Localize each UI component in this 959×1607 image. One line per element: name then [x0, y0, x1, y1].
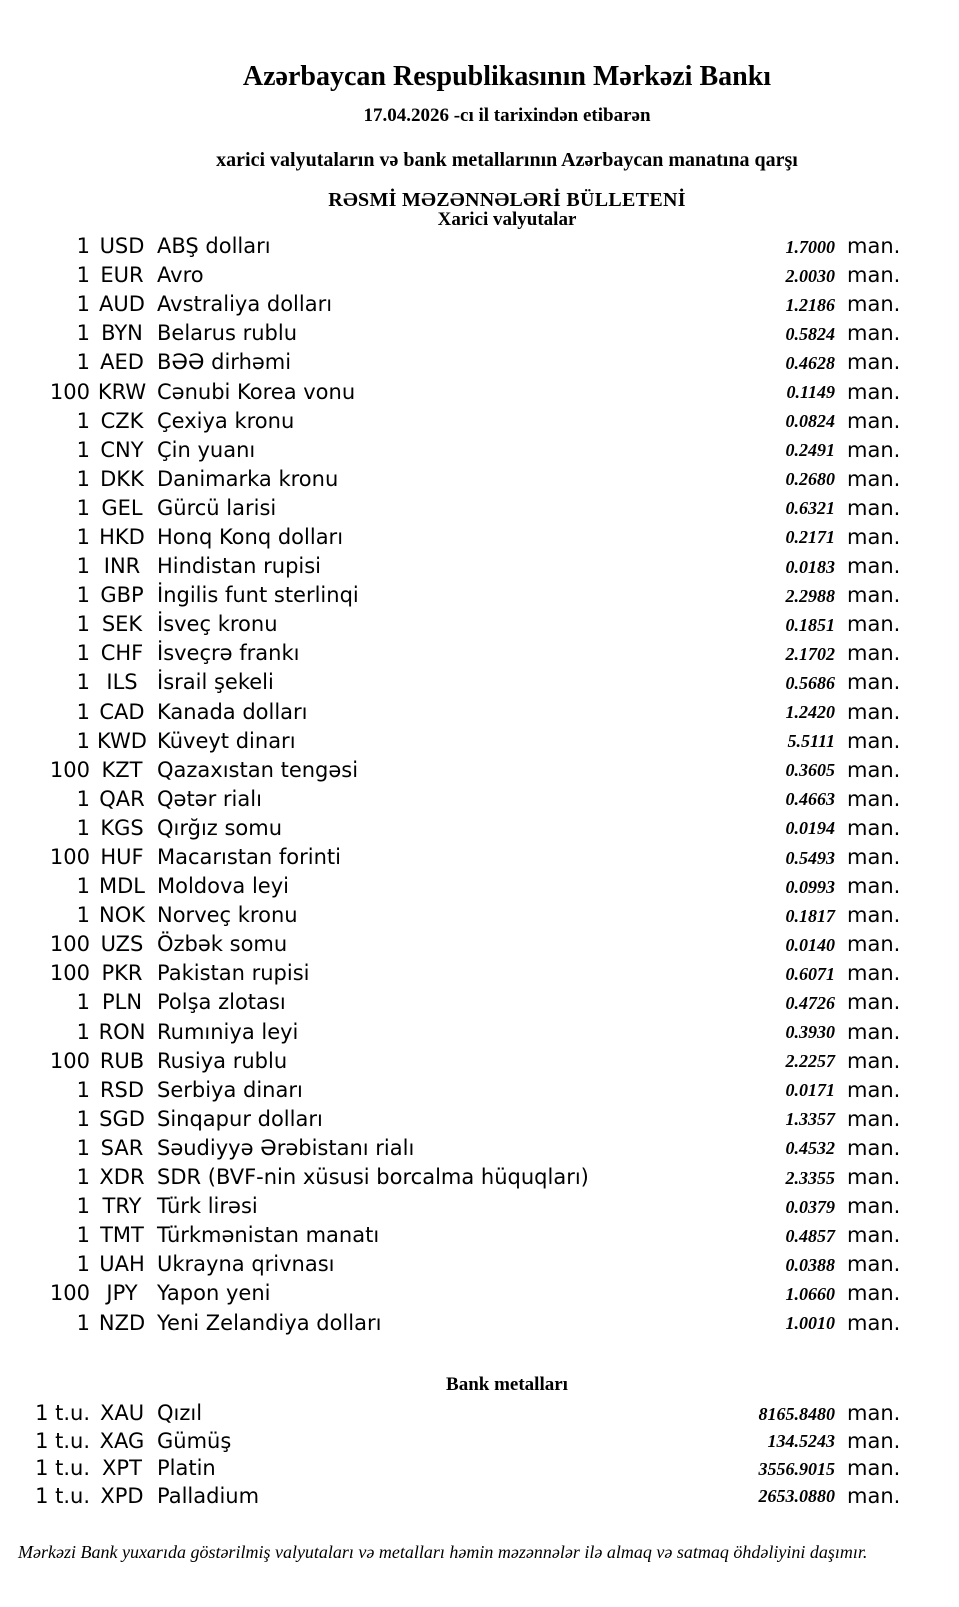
unit-label: man. [847, 466, 901, 491]
currency-code: PLN [101, 990, 143, 1015]
currency-name: Türk lirəsi [157, 1194, 258, 1219]
currency-row [0, 1105, 959, 1134]
currency-code: SAR [100, 1135, 144, 1160]
currency-code: INR [103, 554, 141, 579]
currency-code: KRW [97, 379, 147, 404]
currency-name: Sinqapur dolları [157, 1106, 323, 1131]
currency-code: CZK [100, 408, 144, 433]
rate-value: 0.5493 [785, 847, 835, 868]
quantity-value: 100 [49, 757, 90, 782]
currency-row [0, 756, 959, 785]
currency-row [0, 814, 959, 843]
currency-row [0, 319, 959, 348]
unit-label: man. [847, 1223, 901, 1248]
currency-name: Serbiya dinarı [157, 1077, 303, 1102]
quantity-value: 1 [76, 408, 90, 433]
currency-row [0, 1279, 959, 1308]
currency-name: Qırğız somu [157, 815, 283, 840]
unit-label: man. [847, 990, 901, 1015]
quantity-value: 1 [76, 1252, 90, 1277]
rate-value: 0.3605 [785, 760, 835, 781]
unit-label: man. [847, 321, 901, 346]
currency-name: Hindistan rupisi [157, 554, 322, 579]
currency-code: EUR [100, 263, 144, 288]
metal-row [0, 1455, 959, 1483]
bulletin-subtitle: xarici valyutaların və bank metallarının Azərbaycan manatına qarşı [216, 149, 798, 171]
rate-value: 8165.8480 [758, 1403, 835, 1424]
currency-name: Qətər rialı [157, 786, 262, 811]
currency-code: XPD [100, 1483, 144, 1508]
unit-label: man. [847, 1019, 901, 1044]
currency-name: İngilis funt sterlinqi [157, 583, 359, 608]
currency-code: NZD [98, 1310, 146, 1335]
currency-code: QAR [99, 786, 145, 811]
quantity-value: 100 [49, 1048, 90, 1073]
currency-row [0, 1163, 959, 1192]
currency-name: ABŞ dolları [157, 234, 271, 259]
quantity-value: 1 [76, 815, 90, 840]
rate-value: 0.2491 [785, 440, 835, 461]
unit-label: man. [847, 932, 901, 957]
currency-code: CHF [100, 641, 144, 666]
quantity-value: 1 [76, 874, 90, 899]
currency-name: Honq Konq dolları [157, 524, 344, 549]
unit-label: man. [847, 1310, 901, 1335]
currency-name: Macarıstan forinti [157, 845, 341, 870]
disclaimer-note: Mərkəzi Bank yuxarıda göstərilmiş valyutaları və metalları həmin məzənnələr ilə almaq və satmaq öhdəliyini daşımır. [18, 1542, 868, 1562]
quantity-value: 1 t.u. [35, 1456, 90, 1481]
rate-value: 0.3930 [785, 1022, 835, 1043]
quantity-value: 100 [49, 379, 90, 404]
quantity-value: 1 [76, 1194, 90, 1219]
rate-value: 1.0010 [785, 1313, 835, 1334]
currency-row [0, 1047, 959, 1076]
currency-row [0, 407, 959, 436]
unit-label: man. [847, 1048, 901, 1073]
currency-name: Avro [157, 263, 204, 288]
effective-date-line: 17.04.2026 -cı il tarixindən etibarən [363, 105, 651, 126]
quantity-value: 1 [76, 321, 90, 346]
currency-code: KZT [101, 757, 143, 782]
currency-name: Ukrayna qrivnası [157, 1252, 335, 1277]
currency-code: PKR [101, 961, 143, 986]
bulletin-title: RƏSMİ MƏZƏNNƏLƏRİ BÜLLETENİ [328, 189, 686, 211]
unit-label: man. [847, 1456, 901, 1481]
rate-value: 2.2988 [785, 585, 835, 606]
unit-label: man. [847, 1252, 901, 1277]
quantity-value: 100 [49, 845, 90, 870]
rate-value: 0.6321 [785, 498, 835, 519]
quantity-value: 1 [76, 612, 90, 637]
currency-code: HKD [99, 524, 145, 549]
quantity-value: 100 [49, 961, 90, 986]
currency-row [0, 1250, 959, 1279]
currency-code: UAH [99, 1252, 145, 1277]
quantity-value: 100 [49, 932, 90, 957]
unit-label: man. [847, 961, 901, 986]
currency-code: SGD [99, 1106, 145, 1131]
currency-name: İsveçrə frankı [157, 641, 300, 666]
currency-name: Cənubi Korea vonu [157, 379, 356, 404]
currency-name: Qızıl [157, 1401, 203, 1426]
currency-row [0, 727, 959, 756]
currency-row [0, 1018, 959, 1047]
currency-code: TRY [102, 1194, 142, 1219]
rate-value: 1.3357 [785, 1109, 835, 1130]
currency-name: Qazaxıstan tengəsi [157, 757, 359, 782]
currency-row [0, 232, 959, 261]
currency-row [0, 988, 959, 1017]
rate-value: 0.5824 [785, 323, 835, 344]
rate-value: 0.1851 [785, 614, 835, 635]
currency-row [0, 1134, 959, 1163]
currency-code: DKK [100, 466, 144, 491]
currency-name: BƏƏ dirhəmi [157, 350, 292, 375]
currency-row [0, 1076, 959, 1105]
rate-value: 0.1149 [786, 382, 835, 403]
currency-row [0, 581, 959, 610]
quantity-value: 1 [76, 466, 90, 491]
quantity-value: 1 [76, 1310, 90, 1335]
rate-value: 1.2420 [785, 702, 835, 723]
rate-value: 2.1702 [785, 643, 835, 664]
rate-value: 0.4532 [785, 1138, 835, 1159]
quantity-value: 1 [76, 641, 90, 666]
currency-code: GEL [101, 495, 143, 520]
currency-row [0, 523, 959, 552]
rate-value: 0.5686 [785, 672, 835, 693]
currencies-section-heading: Xarici valyutalar [437, 209, 577, 230]
quantity-value: 1 [76, 495, 90, 520]
rate-value: 0.0388 [785, 1254, 835, 1275]
currency-row [0, 698, 959, 727]
rate-value: 0.4663 [785, 789, 835, 810]
currency-code: AUD [99, 292, 145, 317]
unit-label: man. [847, 612, 901, 637]
quantity-value: 1 [76, 1077, 90, 1102]
quantity-value: 1 [76, 990, 90, 1015]
unit-label: man. [847, 379, 901, 404]
rate-value: 0.2171 [785, 527, 835, 548]
currency-code: XAU [99, 1401, 145, 1426]
currency-name: Çin yuanı [157, 437, 256, 462]
currency-code: HUF [100, 845, 144, 870]
currency-name: Polşa zlotası [157, 990, 286, 1015]
quantity-value: 1 [76, 903, 90, 928]
unit-label: man. [847, 524, 901, 549]
unit-label: man. [847, 874, 901, 899]
metal-row [0, 1483, 959, 1511]
currency-name: Gümüş [157, 1428, 232, 1453]
rate-value: 0.4857 [785, 1225, 835, 1246]
quantity-value: 1 [76, 1106, 90, 1131]
currencies-rate-table [0, 232, 959, 1338]
currency-name: Palladium [157, 1483, 260, 1508]
currency-name: Yapon yeni [157, 1281, 271, 1306]
currency-row [0, 348, 959, 377]
quantity-value: 100 [49, 1281, 90, 1306]
quantity-value: 1 t.u. [35, 1483, 90, 1508]
unit-label: man. [847, 903, 901, 928]
quantity-value: 1 [76, 699, 90, 724]
metal-row [0, 1428, 959, 1456]
currency-name: Belarus rublu [157, 321, 298, 346]
unit-label: man. [847, 1401, 901, 1426]
currency-name: Türkmənistan manatı [157, 1223, 380, 1248]
rate-value: 2.3355 [785, 1167, 835, 1188]
currency-code: TMT [100, 1223, 144, 1248]
unit-label: man. [847, 1135, 901, 1160]
currency-code: NOK [98, 903, 145, 928]
currency-row [0, 872, 959, 901]
rate-value: 0.0824 [785, 411, 835, 432]
currency-row [0, 1192, 959, 1221]
currency-name: Rusiya rublu [157, 1048, 288, 1073]
quantity-value: 1 [76, 1165, 90, 1190]
unit-label: man. [847, 728, 901, 753]
unit-label: man. [847, 815, 901, 840]
rate-value: 1.7000 [785, 236, 835, 257]
currency-code: CNY [100, 437, 144, 462]
quantity-value: 1 t.u. [35, 1428, 90, 1453]
currency-row [0, 843, 959, 872]
currency-code: XAG [99, 1428, 145, 1453]
currency-row [0, 261, 959, 290]
currency-name: Kanada dolları [157, 699, 308, 724]
currency-name: Avstraliya dolları [157, 292, 333, 317]
rate-value: 0.0183 [785, 556, 835, 577]
quantity-value: 1 [76, 1223, 90, 1248]
rate-value: 0.4726 [785, 992, 835, 1013]
quantity-value: 1 [76, 1019, 90, 1044]
currency-row [0, 290, 959, 319]
rate-value: 0.0993 [785, 876, 835, 897]
unit-label: man. [847, 1194, 901, 1219]
quantity-value: 1 [76, 292, 90, 317]
currency-code: KGS [100, 815, 144, 840]
quantity-value: 1 [76, 583, 90, 608]
metals-section-heading: Bank metalları [446, 1374, 568, 1395]
quantity-value: 1 [76, 786, 90, 811]
rate-value: 2.2257 [785, 1051, 835, 1072]
currency-row [0, 959, 959, 988]
currency-row [0, 668, 959, 697]
currency-row [0, 1221, 959, 1250]
quantity-value: 1 [76, 437, 90, 462]
currency-name: Platin [157, 1456, 216, 1481]
currency-code: USD [99, 234, 145, 259]
currency-code: RSD [99, 1077, 145, 1102]
unit-label: man. [847, 437, 901, 462]
rate-value: 0.0194 [785, 818, 835, 839]
rate-value: 0.0379 [785, 1196, 835, 1217]
currency-row [0, 639, 959, 668]
currency-row [0, 465, 959, 494]
currency-code: CAD [99, 699, 145, 724]
currency-name: Səudiyyə Ərəbistanı rialı [157, 1135, 415, 1160]
rate-value: 5.5111 [787, 731, 835, 752]
currency-code: KWD [97, 728, 147, 753]
currency-code: XDR [99, 1165, 145, 1190]
unit-label: man. [847, 234, 901, 259]
currency-row [0, 436, 959, 465]
rate-value: 2653.0880 [758, 1486, 835, 1507]
unit-label: man. [847, 495, 901, 520]
unit-label: man. [847, 786, 901, 811]
unit-label: man. [847, 845, 901, 870]
currency-name: Özbək somu [157, 932, 288, 957]
currency-name: Rumıniya leyi [157, 1019, 299, 1044]
unit-label: man. [847, 670, 901, 695]
currency-code: UZS [100, 932, 144, 957]
currency-row [0, 552, 959, 581]
rate-value: 0.1817 [785, 905, 835, 926]
rate-value: 1.2186 [785, 294, 835, 315]
rate-value: 134.5243 [767, 1431, 835, 1452]
currency-code: AED [100, 350, 144, 375]
currency-row [0, 901, 959, 930]
unit-label: man. [847, 554, 901, 579]
currency-row [0, 494, 959, 523]
currency-code: RUB [99, 1048, 145, 1073]
currency-name: SDR (BVF-nin xüsusi borcalma hüquqları) [157, 1165, 589, 1190]
unit-label: man. [847, 641, 901, 666]
bank-name-title: Azərbaycan Respublikasının Mərkəzi Bankı [242, 61, 772, 92]
currency-row [0, 610, 959, 639]
unit-label: man. [847, 408, 901, 433]
currency-code: GBP [100, 583, 144, 608]
quantity-value: 1 [76, 1135, 90, 1160]
rate-value: 1.0660 [785, 1283, 835, 1304]
currency-name: İsveç kronu [157, 612, 278, 637]
quantity-value: 1 [76, 524, 90, 549]
currency-row [0, 930, 959, 959]
rate-value: 0.0140 [785, 934, 835, 955]
quantity-value: 1 [76, 554, 90, 579]
unit-label: man. [847, 263, 901, 288]
currency-name: Norveç kronu [157, 903, 298, 928]
quantity-value: 1 [76, 263, 90, 288]
unit-label: man. [847, 1281, 901, 1306]
quantity-value: 1 [76, 670, 90, 695]
currency-code: JPY [106, 1281, 138, 1306]
currency-row [0, 377, 959, 406]
currency-row [0, 785, 959, 814]
quantity-value: 1 [76, 728, 90, 753]
currency-row [0, 1308, 959, 1337]
currency-name: Gürcü larisi [157, 495, 277, 520]
unit-label: man. [847, 583, 901, 608]
unit-label: man. [847, 350, 901, 375]
unit-label: man. [847, 292, 901, 317]
currency-code: ILS [106, 670, 138, 695]
currency-name: Pakistan rupisi [157, 961, 310, 986]
rate-value: 0.2680 [785, 469, 835, 490]
currency-name: Danimarka kronu [157, 466, 339, 491]
currency-code: MDL [99, 874, 145, 899]
currency-code: BYN [101, 321, 143, 346]
rate-value: 0.4628 [785, 352, 835, 373]
currency-name: Küveyt dinarı [157, 728, 296, 753]
quantity-value: 1 t.u. [35, 1401, 90, 1426]
unit-label: man. [847, 1165, 901, 1190]
rate-value: 3556.9015 [758, 1458, 835, 1479]
quantity-value: 1 [76, 350, 90, 375]
unit-label: man. [847, 1483, 901, 1508]
metal-row [0, 1400, 959, 1428]
unit-label: man. [847, 1077, 901, 1102]
rate-value: 2.0030 [785, 265, 835, 286]
currency-code: XPT [102, 1456, 142, 1481]
currency-code: RON [98, 1019, 146, 1044]
unit-label: man. [847, 757, 901, 782]
currency-code: SEK [101, 612, 143, 637]
unit-label: man. [847, 1106, 901, 1131]
currency-name: Çexiya kronu [157, 408, 295, 433]
currency-name: Moldova leyi [157, 874, 289, 899]
unit-label: man. [847, 1428, 901, 1453]
currency-name: Yeni Zelandiya dolları [157, 1310, 382, 1335]
rate-value: 0.6071 [785, 963, 835, 984]
currency-name: İsrail şekeli [157, 670, 274, 695]
quantity-value: 1 [76, 234, 90, 259]
unit-label: man. [847, 699, 901, 724]
rate-value: 0.0171 [785, 1080, 835, 1101]
metals-rate-table [0, 1400, 959, 1510]
